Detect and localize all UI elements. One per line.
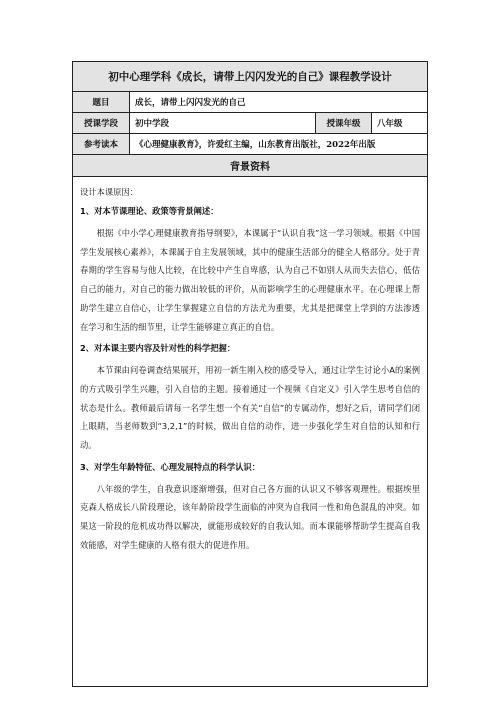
section-title: 背景资料 xyxy=(73,155,427,177)
background-content xyxy=(73,177,427,686)
reference-value: 《心理健康教育》，许爱红主编，山东教育出版社，2022年出版 xyxy=(129,134,427,154)
paragraph-1: 根据《中小学心理健康教育指导纲要》，本课属于“认识自我”这一学习领域。根据《中国学生发展核心素养》，本课属于自主发展领域，其中的健康生活部分的健全人格部分。处于青春期的学生容易与他人比较，在比较中产生自卑感，认为自己不如别人从而失去信心，低估自己的能力，对自己的能力做出较低的评价，从而影响学生的心理健康水平。在心理课上帮助学生建立自信心，让学生掌握建立自信的方法尤为重要，尤其是把课堂上学到的方法渗透在学习和生活的细节里，让学生能够建立真正的自信。 xyxy=(80,228,420,332)
document-title: 初中心理学科《成长，请带上闪闪发光的自己》课程教学设计 xyxy=(73,62,427,92)
topic-value: 成长，请带上闪闪发光的自己 xyxy=(129,92,427,112)
heading-3: 3、对学生年龄特征、心理发展特点的科学认识： xyxy=(80,461,261,472)
intro-line: 设计本课原因： xyxy=(80,187,139,197)
stage-label: 授课学段 xyxy=(73,113,129,133)
topic-label: 题目 xyxy=(73,92,129,112)
reference-row xyxy=(73,134,427,155)
grade-label: 授课年级 xyxy=(315,113,371,133)
stage-value: 初中学段 xyxy=(129,113,315,133)
paragraph-2: 本节课由问卷调查结果展开，用初一新生刚入校的感受导入，通过让学生讨论小A的案例的方式吸引学生兴趣，引入自信的主题。接着通过一个视频《自定义》引入学生思考自信的状态是什么。教师最后请每一名学生想一个有关“自信”的专属动作，想好之后，请同学们闭上眼睛，当老师数到“3,2,1”的时候，做出自信的动作，进一步强化学生对自信的认知和行动。 xyxy=(80,365,420,451)
topic-row xyxy=(73,92,427,113)
lesson-plan-table xyxy=(72,61,428,687)
reference-label: 参考读本 xyxy=(73,134,129,154)
heading-2: 2、对本课主要内容及针对性的科学把握： xyxy=(80,343,236,354)
grade-value: 八年级 xyxy=(371,113,427,133)
heading-1: 1、对本节课理论、政策等背景阐述： xyxy=(80,206,219,216)
paragraph-3: 八年级的学生，自我意识逐渐增强，但对自己各方面的认识又不够客观理性。根据埃里克森人格成长八阶段理论，该年龄阶段学生面临的冲突为自我同一性和角色混乱的冲突。如果这一阶段的危机成功得以解决，就能形成较好的自我认知。而本课能够帮助学生提高自我效能感，对学生健康的人格有很大的促进作用。 xyxy=(80,483,420,550)
stage-grade-row xyxy=(73,113,427,134)
